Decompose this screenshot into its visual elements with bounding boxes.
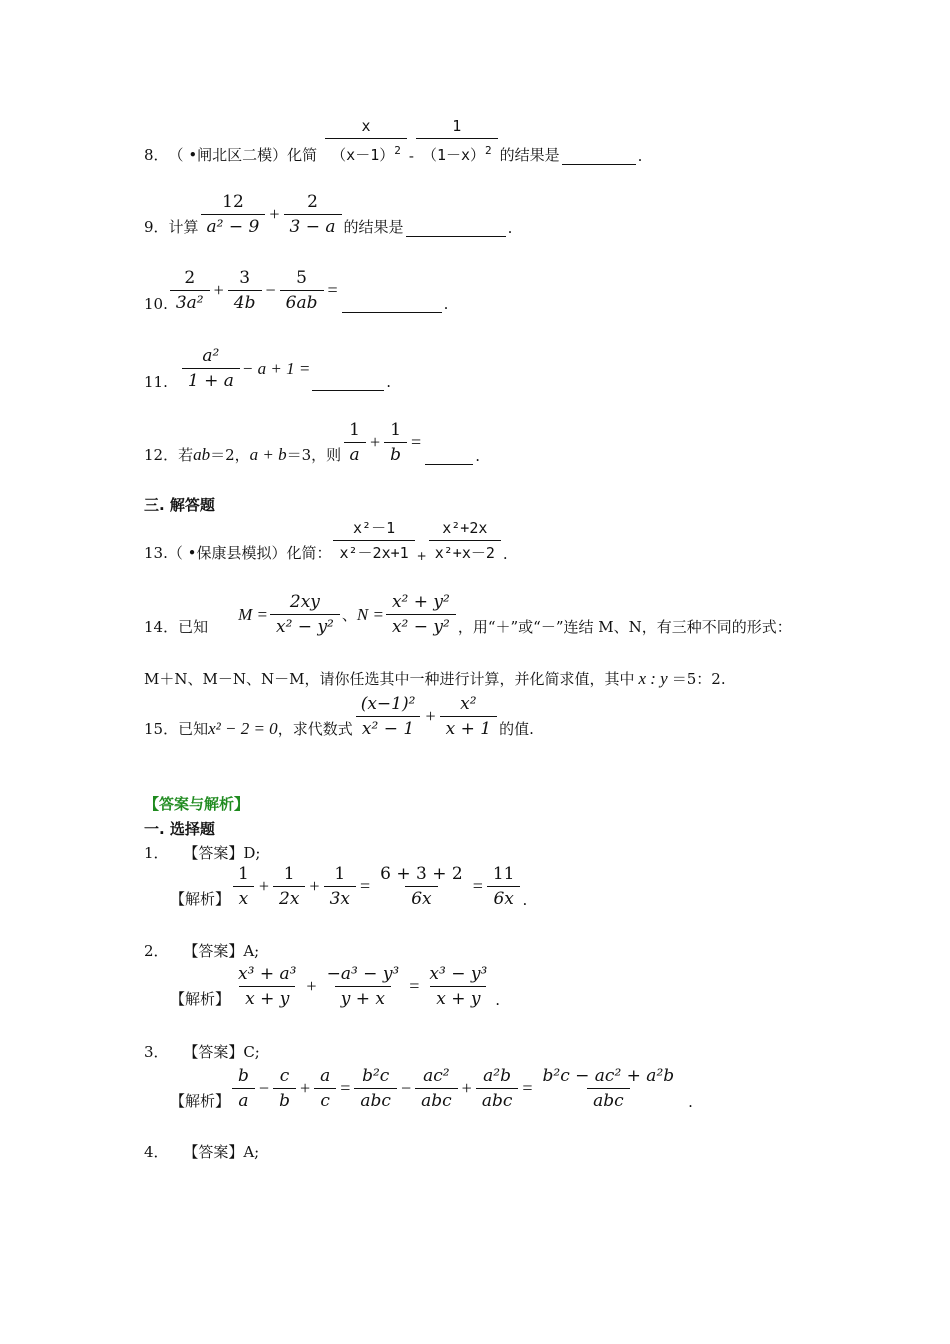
q14-f2-num: x² + y²	[391, 592, 450, 612]
q8-f1-den: $(x-1)^2$	[325, 138, 407, 165]
q12-a-plus-b: a + b	[249, 445, 287, 464]
q14-text-2a: M＋N、M－N、N－M，请你任选其中一种进行计算，并化简求值，其中	[144, 670, 635, 688]
a2-answer: 【答案】A;	[183, 942, 260, 960]
q15-f1-den: x² − 1	[356, 716, 420, 739]
q14-f2-den: x² − y²	[386, 614, 456, 637]
analysis-1: 【解析】 $\frac{1}{x}$ + $\frac{1}{2x}$ + $\frac{1}{3x}$ = $\frac{6 + 3 + 2}{6x}$ = $\frac{11}{6x}$ .	[170, 864, 528, 909]
q13-f1-den: x²－2x+1	[333, 540, 414, 563]
q15-fraction-2	[440, 694, 497, 739]
question-11	[144, 346, 830, 391]
answer-blank-9[interactable]	[406, 220, 506, 237]
q12-end: .	[475, 447, 480, 465]
section-3-title: 三. 解答题	[144, 496, 215, 514]
question-14	[144, 592, 830, 637]
question-10	[144, 268, 830, 313]
a3-number: 3．	[144, 1043, 169, 1061]
q8-source: （ •闸北区二模）化简	[168, 146, 318, 164]
q12-fraction-1	[343, 420, 366, 465]
q9-f2-num: 2	[307, 192, 318, 212]
q11-f1-den: 1 + a	[182, 368, 240, 391]
question-8	[144, 116, 830, 165]
q12-equals: =	[411, 432, 422, 452]
a4-answer: 【答案】A;	[183, 1143, 260, 1161]
q8-prefix: 8．	[144, 146, 169, 164]
q9-suffix: 的结果是	[343, 218, 404, 236]
a2-number: 2．	[144, 942, 169, 960]
q13-prefix: 13.（ •保康县模拟）化简：	[144, 544, 332, 562]
q14-M: M =	[238, 604, 268, 624]
q13-f1-num: x²－1	[353, 519, 396, 537]
q12-value-1: ＝2，	[210, 446, 250, 464]
q9-prefix: 9．计算	[144, 218, 199, 236]
q8-fraction-2	[416, 116, 498, 165]
question-13	[144, 518, 830, 563]
question-15	[144, 694, 830, 739]
q13-plus: +	[416, 549, 427, 563]
q14-fraction-N	[386, 592, 456, 637]
q12-f2-den: b	[384, 442, 407, 465]
q12-plus: +	[370, 432, 381, 452]
answer-4	[144, 1141, 830, 1162]
analysis-2: 【解析】 $\frac{\text{x³ + a³}}{x + y}$ + $\frac{\text{−a³ − y³}}{y + x}$ = $\frac{\text{x³ − y³}}{x + y}$ .	[170, 964, 501, 1009]
q15-plus: +	[425, 706, 436, 726]
q11-end: .	[386, 373, 392, 391]
answer-blank-11[interactable]	[312, 374, 384, 391]
question-12	[144, 420, 830, 465]
q11-expression: − a + 1 =	[241, 358, 311, 378]
q9-f2-den: 3 − a	[284, 214, 342, 237]
q15-prefix: 15．已知	[144, 720, 209, 738]
q14-prefix: 14．已知	[144, 618, 209, 636]
question-9	[144, 192, 830, 237]
q12-ab: ab	[193, 445, 211, 464]
answer-1	[144, 842, 830, 863]
q10-f3-den: 6ab	[280, 290, 324, 313]
a1-answer: 【答案】D;	[183, 844, 261, 862]
a3-answer: 【答案】C;	[183, 1043, 260, 1061]
q10-equals: =	[327, 280, 338, 300]
q9-plus: +	[269, 204, 280, 224]
q13-f2-den: x²+x－2	[429, 540, 501, 563]
q8-minus: -	[408, 147, 414, 165]
q14-xy: x : y	[638, 669, 668, 688]
q11-prefix: 11.	[144, 373, 168, 391]
q11-f1-num: a²	[202, 346, 220, 366]
q12-fraction-2	[384, 420, 407, 465]
q11-fraction-1	[182, 346, 240, 391]
a4-number: 4．	[144, 1143, 169, 1161]
q10-f1-den: 3a²	[170, 290, 210, 313]
q10-f1-num: 2	[184, 268, 196, 288]
section-1-title: 一. 选择题	[144, 820, 215, 838]
q15-end: 的值.	[499, 720, 534, 738]
q8-suffix: 的结果是	[499, 146, 560, 164]
q9-f1-den: a² − 9	[201, 214, 266, 237]
question-14-line-2	[144, 668, 830, 689]
q15-equation: x² − 2 = 0	[208, 719, 278, 738]
q14-f1-den: x² − y²	[270, 614, 340, 637]
a1-analysis-label: 【解析】	[170, 890, 231, 908]
q8-fraction-1	[325, 116, 407, 165]
q12-f1-den: a	[344, 442, 366, 465]
q8-f2-num: 1	[452, 117, 462, 135]
q12-prefix: 12．若	[144, 446, 194, 464]
a2-analysis-label: 【解析】	[170, 990, 231, 1008]
q13-fraction-2	[429, 518, 501, 563]
q10-plus: +	[213, 280, 224, 300]
a3-analysis-label: 【解析】	[170, 1092, 231, 1110]
a1-number: 1．	[144, 844, 169, 862]
q10-minus: −	[265, 280, 276, 300]
q15-fraction-1	[355, 694, 422, 739]
q15-f1-num: (x−1)²	[360, 694, 416, 714]
q9-end: .	[507, 219, 513, 237]
q14-text-1: ，用“＋”或“－”连结 M、N，有三种不同的形式：	[457, 618, 792, 636]
q10-fraction-2	[228, 268, 262, 313]
answer-3	[144, 1041, 830, 1062]
q12-value-2: ＝3，则	[286, 446, 342, 464]
answer-2	[144, 940, 830, 961]
answer-blank-12[interactable]	[425, 448, 473, 465]
q10-f2-den: 4b	[228, 290, 262, 313]
answer-blank-8[interactable]	[562, 148, 636, 165]
q10-prefix: 10.	[144, 295, 168, 313]
q8-f2-den: $(1-x)^2$	[416, 138, 498, 165]
analysis-3: 【解析】 $\frac{b}{a}$ − $\frac{c}{b}$ + $\frac{a}{c}$ = $\frac{\text{b²c}}{\text{abc}}$ − $\frac{\text{ac²}}{\text{abc}}$ + $\frac{\text{a²b}}{\text{abc}}$ = $\frac{\text{b²c − ac² + a²b}}{\text{abc}}$ .	[170, 1066, 693, 1111]
q9-f1-num: 12	[222, 192, 244, 212]
q10-fraction-1	[170, 268, 210, 313]
q14-text-2b: ＝5：2.	[671, 670, 726, 688]
q13-f2-num: x²+2x	[442, 519, 488, 537]
q15-mid: ，求代数式	[277, 720, 353, 738]
q8-end: .	[637, 147, 643, 165]
q14-N: N =	[356, 604, 384, 624]
q9-fraction-2	[284, 192, 342, 237]
q8-f1-num: x	[361, 117, 371, 135]
q14-fraction-M	[270, 592, 340, 637]
answers-title: 【答案与解析】	[144, 795, 250, 813]
q15-f2-num: x²	[460, 694, 477, 714]
q14-f1-num: 2xy	[289, 592, 320, 612]
answer-blank-10[interactable]	[342, 296, 442, 313]
q13-end: .	[502, 545, 508, 563]
q12-f2-num: 1	[390, 420, 402, 440]
q10-end: .	[443, 295, 449, 313]
q10-f3-num: 5	[296, 268, 307, 288]
q14-separator: 、	[341, 606, 357, 624]
q10-f2-num: 3	[239, 268, 251, 288]
q13-fraction-1	[333, 518, 414, 563]
q9-fraction-1	[201, 192, 266, 237]
q15-f2-den: x + 1	[440, 716, 497, 739]
q12-f1-num: 1	[349, 420, 360, 440]
q10-fraction-3	[280, 268, 324, 313]
